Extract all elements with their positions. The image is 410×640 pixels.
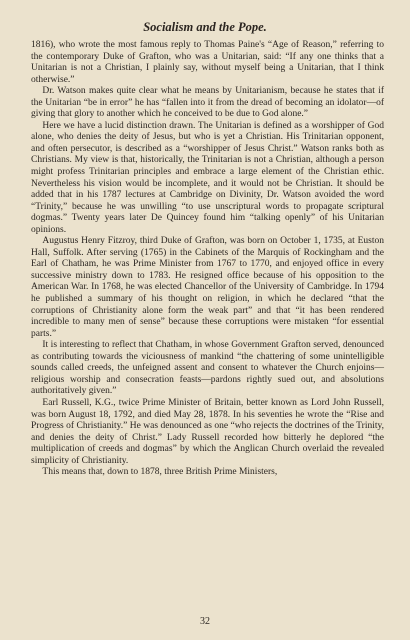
running-header: Socialism and the Pope. (143, 20, 267, 34)
page-number: 32 (200, 616, 210, 627)
paragraph: This means that, down to 1878, three British Prime Ministers, (42, 467, 278, 478)
paragraph: It is interesting to reflect that Chatham, in whose Government Grafton served, denounced as contributing towards the viciousness of mankind “the chattering of some unintelligible sounds called creeds, the unfeigned assent and consent to whatever the Church enjoins—religious worship and consecration feasts—pardons rightly sued out, and absolutions authoritatively given.” (31, 340, 384, 397)
paragraph: Earl Russell, K.G., twice Prime Minister of Britain, better known as Lord John Russell, was born August 18, 1792, and died May 28, 1878. In his seventies he wrote the “Rise and Progress of Christianity.” He was denounced as one “who rejects the doctrines of the Trinity, and denies the deity of Christ.” Lady Russell recorded how bitterly he deplored “the multiplication of creeds and dogmas” by which the Anglican Church overlaid the revealed simplicity of Christianity. (31, 397, 384, 466)
paragraph: 1816), who wrote the most famous reply to Thomas Paine's “Age of Reason,” referring to the contemporary Duke of Grafton, who was a Unitarian, said: “If any one thinks that a Unitarian is not a Christian, I plainly say, without myself being a Unitarian, that I think otherwise.” (31, 40, 384, 85)
paragraph: Here we have a lucid distinction drawn. The Unitarian is defined as a worshipper of God alone, who denies the deity of Jesus, but who is yet a Christian. His Trinitarian opponent, and often persecutor, is described as a “worshipper of Jesus Christ.” Watson ranks both as Christians. My view is that, historically, the Trinitarian is not a Christian, although a person might profess Trinitarian principles and embrace a large element of the Christian ethic. Nevertheless his vision would be incomplete, and it would not be Christian. It should be added that in his 1787 lectures at Cambridge on Divinity, Dr. Watson avoided the word “Trinity,” because he was unwilling “to use unscriptural words to propagate scriptural dogmas.” Twenty years later De Quincey found him “talking openly” of his Unitarian opinions. (31, 120, 384, 235)
paragraph: Augustus Henry Fitzroy, third Duke of Grafton, was born on October 1, 1735, at Euston Hall, Suffolk. After serving (1765) in the Cabinets of the Marquis of Rockingham and the Earl of Chatham, he was Prime Minister from 1767 to 1770, and enjoyed office in every successive ministry down to 1783. He resigned office because of his opposition to the American War. In 1768, he was elected Chancellor of the University of Cambridge. In 1794 he published a summary of his thought on religion, in which he declared “that the corruptions of Christianity alone form the weak part” and that “it has been rendered incredible to many men of sense” because these corruptions were mistaken “for essential parts.” (31, 236, 384, 339)
paragraph: Dr. Watson makes quite clear what he means by Unitarianism, because he states that if the Unitarian “be in error” he has “fallen into it from the dread of becoming an idolator—of giving that glory to another which he conceived to be due to God alone.” (31, 86, 384, 120)
page-body-text (31, 40, 384, 479)
